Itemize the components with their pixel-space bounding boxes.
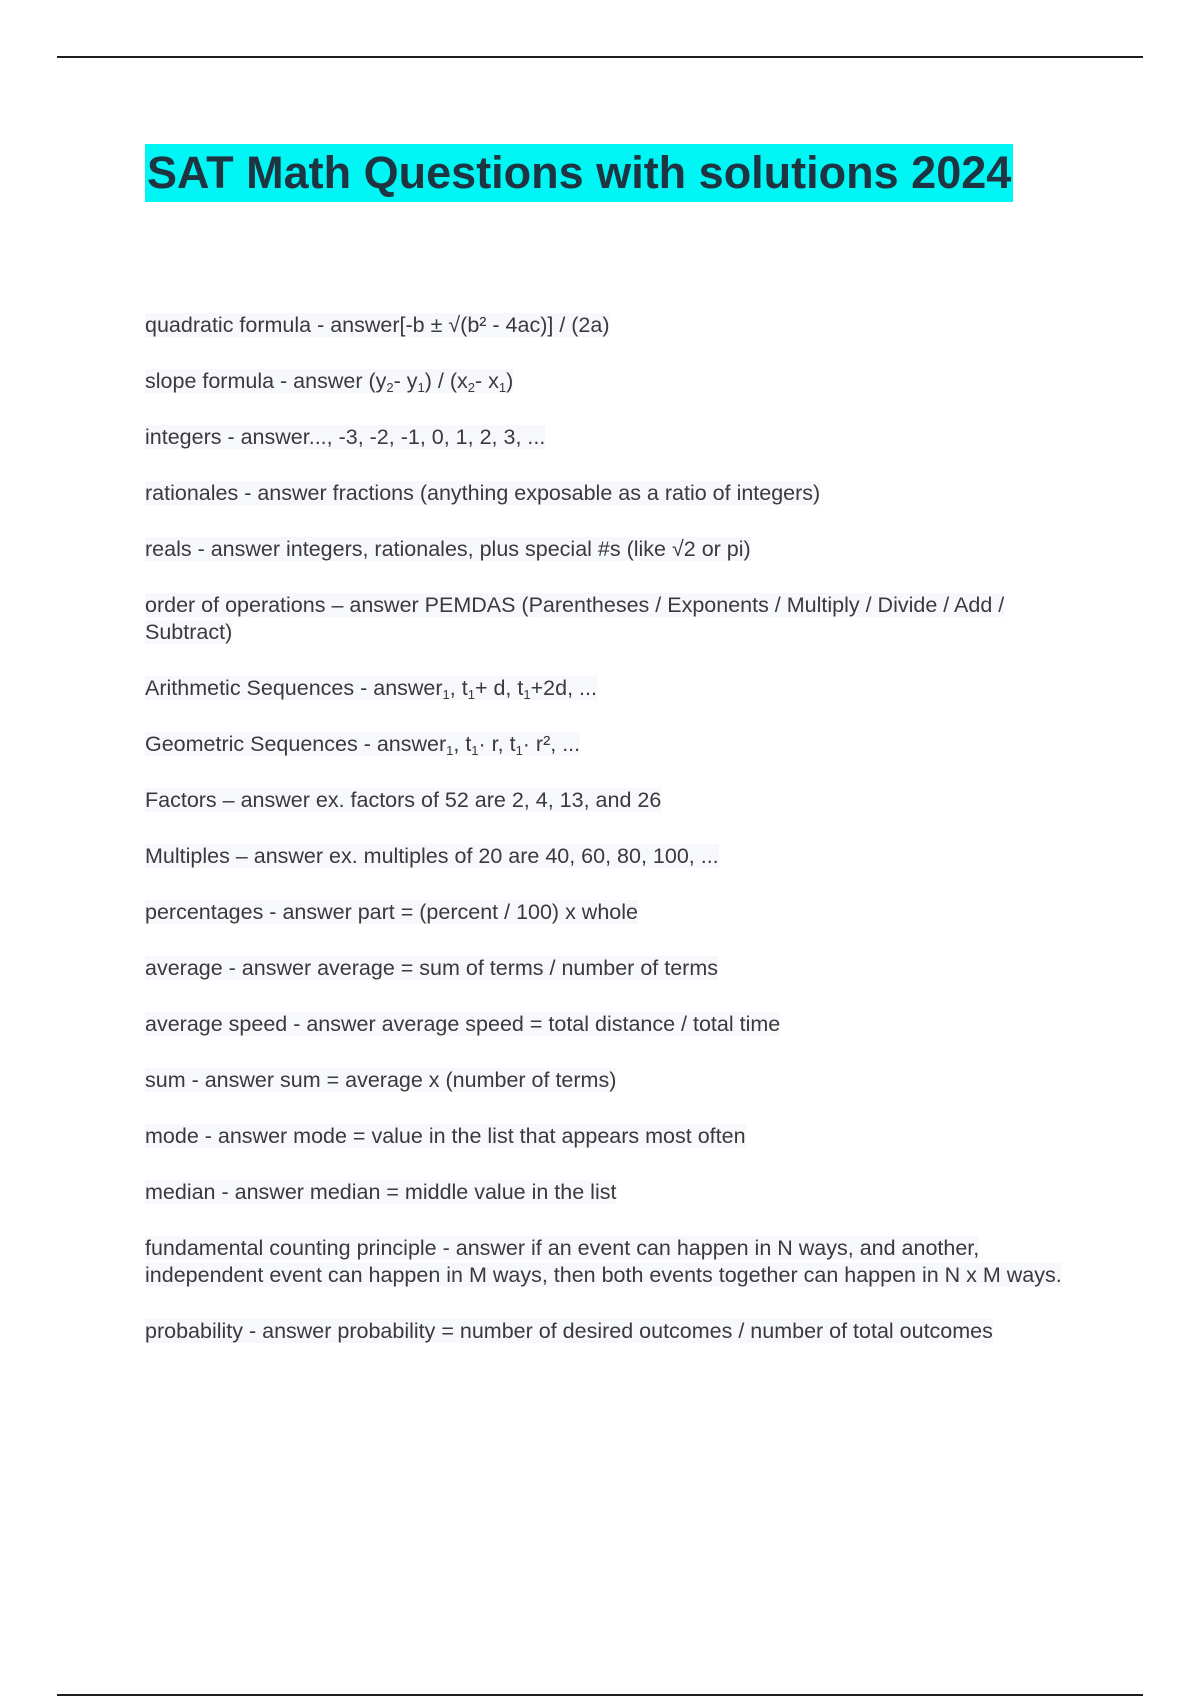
entry-text: slope formula - answer ($y_2-$ $y_1) / (x_2-$ $x_1$): [145, 369, 514, 395]
entry-text: rationales - answer fractions (anything exposable as a ratio of integers): [145, 481, 821, 505]
entry-mode: [145, 1123, 1095, 1150]
entry-factors: [145, 787, 1095, 814]
entry-arithmetic-sequences: [145, 675, 1095, 702]
entry-average: [145, 955, 1095, 982]
title-block: [145, 144, 1013, 202]
entry-text: Multiples – answer ex. multiples of 20 are 40, 60, 80, 100, ...: [145, 844, 719, 868]
entry-average-speed: [145, 1011, 1095, 1038]
entry-geometric-sequences: [145, 731, 1095, 758]
entry-order-of-operations: [145, 592, 1095, 646]
entry-percentages: [145, 899, 1095, 926]
entry-text: reals - answer integers, rationales, plus special #s (like √2 or pi): [145, 537, 751, 561]
entry-multiples: [145, 843, 1095, 870]
entry-text: integers - answer..., -3, -2, -1, 0, 1, 2, 3, ...: [145, 425, 546, 449]
entry-text: percentages - answer part = (percent / 100) x whole: [145, 900, 638, 924]
entry-text: fundamental counting principle - answer if an event can happen in N ways, and another, independent event can happen in M ways, then both events together can happen in N x M ways.: [145, 1236, 1062, 1287]
entry-rationales: [145, 480, 1095, 507]
document-title: SAT Math Questions with solutions 2024: [145, 144, 1013, 202]
entry-slope-formula: [145, 368, 1095, 395]
entry-text: quadratic formula - answer[-b ± √(b² - 4ac)] / (2a): [145, 313, 610, 337]
entry-text: average speed - answer average speed = total distance / total time: [145, 1012, 781, 1036]
entry-text: probability - answer probability = number of desired outcomes / number of total outcomes: [145, 1319, 993, 1343]
entry-text: sum - answer sum = average x (number of terms): [145, 1068, 617, 1092]
entry-sum: [145, 1067, 1095, 1094]
entry-fundamental-counting-principle: [145, 1235, 1095, 1289]
top-rule: [57, 56, 1143, 58]
entry-quadratic-formula: [145, 312, 1095, 339]
entry-list: [145, 312, 1095, 1374]
entry-text: Geometric Sequences - answer$_1$, $t_1\cdot r$, $t_1\cdot r^2$, ...: [145, 732, 581, 758]
entry-text: median - answer median = middle value in the list: [145, 1180, 617, 1204]
entry-probability: [145, 1318, 1095, 1345]
entry-text: average - answer average = sum of terms / number of terms: [145, 956, 718, 980]
entry-text: mode - answer mode = value in the list that appears most often: [145, 1124, 746, 1148]
entry-integers: [145, 424, 1095, 451]
entry-text: Arithmetic Sequences - answer$_1$, $t_1+ d$, $t_1+2d$, ...: [145, 676, 597, 702]
entry-reals: [145, 536, 1095, 563]
bottom-rule: [57, 1694, 1143, 1696]
entry-median: [145, 1179, 1095, 1206]
entry-text: Factors – answer ex. factors of 52 are 2, 4, 13, and 26: [145, 788, 662, 812]
entry-text: order of operations – answer PEMDAS (Parentheses / Exponents / Multiply / Divide / Add / Subtract): [145, 593, 1005, 644]
